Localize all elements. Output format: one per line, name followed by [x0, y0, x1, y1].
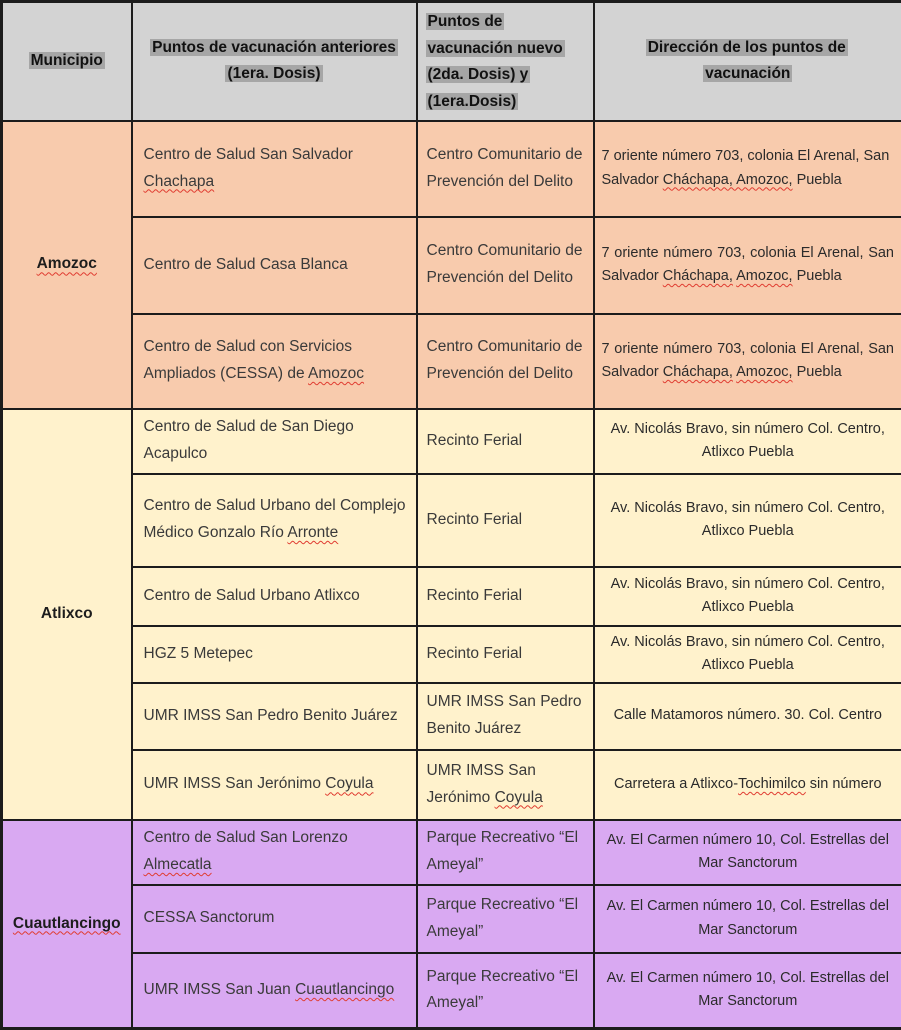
table-row: [2, 750, 901, 820]
prev-point-cell: UMR IMSS San Jerónimo Coyula: [132, 750, 417, 820]
new-point-cell: UMR IMSS San Jerónimo Coyula: [417, 750, 594, 820]
new-point-cell: Parque Recreativo “El Ameyal”: [417, 953, 594, 1029]
new-point-cell: Recinto Ferial: [417, 567, 594, 626]
header-cell-address: [594, 2, 901, 121]
new-point-cell: Parque Recreativo “El Ameyal”: [417, 820, 594, 885]
address-cell: Carretera a Atlixco-Tochimilco sin número: [594, 750, 901, 820]
prev-point-cell: UMR IMSS San Juan Cuautlancingo: [132, 953, 417, 1029]
table-row: [2, 626, 901, 683]
header-label-previous-points: Puntos de vacunación anteriores (1era. Dosis): [150, 39, 398, 83]
address-cell: Av. Nicolás Bravo, sin número Col. Centro, Atlixco Puebla: [594, 409, 901, 474]
header-label-address: Dirección de los puntos de vacunación: [646, 39, 848, 83]
table-row: [2, 885, 901, 953]
table-row: [2, 314, 901, 409]
table-row: [2, 567, 901, 626]
municipio-cell-atlixco: Atlixco: [2, 409, 132, 820]
new-point-cell: Parque Recreativo “El Ameyal”: [417, 885, 594, 953]
address-cell: Av. Nicolás Bravo, sin número Col. Centro, Atlixco Puebla: [594, 626, 901, 683]
header-cell-new-points: [417, 2, 594, 121]
prev-point-cell: Centro de Salud Urbano del Complejo Médico Gonzalo Río Arronte: [132, 474, 417, 567]
new-point-cell: Recinto Ferial: [417, 626, 594, 683]
header-row: [2, 2, 901, 121]
address-cell: Av. El Carmen número 10, Col. Estrellas del Mar Sanctorum: [594, 953, 901, 1029]
table-row: [2, 409, 901, 474]
table-row: [2, 683, 901, 750]
prev-point-cell: Centro de Salud con Servicios Ampliados (CESSA) de Amozoc: [132, 314, 417, 409]
address-cell: Av. Nicolás Bravo, sin número Col. Centro, Atlixco Puebla: [594, 567, 901, 626]
municipio-cell-amozoc: Amozoc: [2, 121, 132, 409]
table-row: [2, 953, 901, 1029]
prev-point-cell: Centro de Salud Urbano Atlixco: [132, 567, 417, 626]
address-cell: Calle Matamoros número. 30. Col. Centro: [594, 683, 901, 750]
prev-point-cell: Centro de Salud San Salvador Chachapa: [132, 121, 417, 217]
new-point-cell: Centro Comunitario de Prevención del Delito: [417, 314, 594, 409]
prev-point-cell: HGZ 5 Metepec: [132, 626, 417, 683]
address-cell: 7 oriente número 703, colonia El Arenal, San Salvador Cháchapa, Amozoc, Puebla: [594, 121, 901, 217]
address-cell: 7 oriente número 703, colonia El Arenal, San Salvador Cháchapa, Amozoc, Puebla: [594, 217, 901, 314]
new-point-cell: Recinto Ferial: [417, 474, 594, 567]
new-point-cell: Centro Comunitario de Prevención del Delito: [417, 217, 594, 314]
header-label-new-points: Puntos de vacunación nuevo (2da. Dosis) y (1era.Dosis): [426, 13, 565, 110]
header-cell-previous-points: [132, 2, 417, 121]
new-point-cell: UMR IMSS San Pedro Benito Juárez: [417, 683, 594, 750]
table-row: [2, 217, 901, 314]
address-cell: Av. El Carmen número 10, Col. Estrellas del Mar Sanctorum: [594, 885, 901, 953]
table-row: [2, 121, 901, 217]
table-row: [2, 820, 901, 885]
new-point-cell: Recinto Ferial: [417, 409, 594, 474]
prev-point-cell: Centro de Salud San Lorenzo Almecatla: [132, 820, 417, 885]
header-label-municipio: Municipio: [29, 52, 105, 69]
prev-point-cell: UMR IMSS San Pedro Benito Juárez: [132, 683, 417, 750]
address-cell: Av. Nicolás Bravo, sin número Col. Centro, Atlixco Puebla: [594, 474, 901, 567]
address-cell: 7 oriente número 703, colonia El Arenal, San Salvador Cháchapa, Amozoc, Puebla: [594, 314, 901, 409]
prev-point-cell: Centro de Salud de San Diego Acapulco: [132, 409, 417, 474]
address-cell: Av. El Carmen número 10, Col. Estrellas del Mar Sanctorum: [594, 820, 901, 885]
prev-point-cell: Centro de Salud Casa Blanca: [132, 217, 417, 314]
table-row: [2, 474, 901, 567]
new-point-cell: Centro Comunitario de Prevención del Delito: [417, 121, 594, 217]
prev-point-cell: CESSA Sanctorum: [132, 885, 417, 953]
municipio-cell-cuautlancingo: Cuautlancingo: [2, 820, 132, 1029]
header-cell-municipio: [2, 2, 132, 121]
